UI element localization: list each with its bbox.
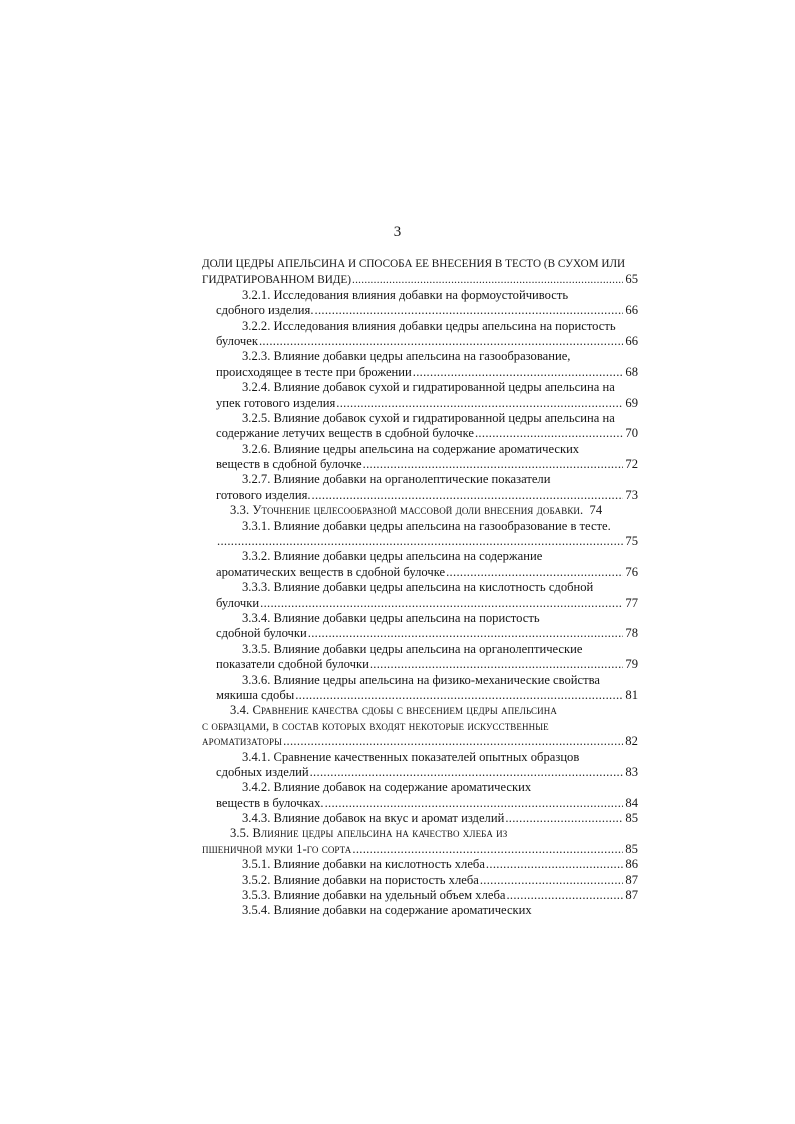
toc-entry-line [202, 411, 638, 426]
toc-entry-line [202, 472, 638, 487]
dot-leader [486, 857, 623, 872]
toc-entry-text: 3.2.6. Влияние цедры апельсина на содержание ароматических [242, 441, 580, 456]
toc-entry-line [202, 642, 638, 657]
dot-leader [260, 596, 623, 611]
toc-page-number: 66 [625, 333, 638, 348]
toc-page-number: 68 [625, 364, 638, 379]
toc-entry-line [202, 288, 638, 303]
dot-leader [336, 396, 623, 411]
dot-leader [446, 565, 623, 580]
dot-leader [370, 657, 623, 672]
dot-leader [352, 842, 623, 857]
toc-entry-line [202, 888, 638, 903]
toc-entry-line [202, 534, 638, 549]
toc-entry-text: 3.2.5. Влияние добавок сухой и гидратированной цедры апельсина на [242, 410, 615, 425]
toc-entry-line [202, 549, 638, 564]
toc-entry-line [202, 703, 638, 718]
toc-entry-text: сдобной булочки [216, 626, 307, 641]
toc-page-number: 83 [625, 764, 638, 779]
toc-entry-line [202, 596, 638, 611]
toc-entry-text: ДОЛИ ЦЕДРЫ АПЕЛЬСИНА И СПОСОБА ЕЕ ВНЕСЕНИЯ В ТЕСТО (В СУХОМ ИЛИ [202, 258, 626, 270]
dot-leader [308, 626, 623, 641]
toc-entry-text: 3.5. Влияние цедры апельсина на качество хлеба из [230, 826, 508, 841]
toc-entry-text: ароматизаторы [202, 734, 283, 749]
toc-entry-text: 3.5.4. Влияние добавки на содержание ароматических [242, 903, 532, 918]
toc-entry-line [202, 457, 638, 472]
toc-entry-text: с образцами, в состав которых входят некоторые искусственные [202, 718, 549, 733]
toc-page-number: 82 [625, 734, 638, 749]
toc-page-number: 84 [625, 795, 638, 810]
dot-leader [312, 488, 623, 503]
toc-entry-text: 3.2.7. Влияние добавки на органолептические показатели [242, 472, 551, 487]
toc-entry-text: 3.3.4. Влияние добавки цедры апельсина на пористость [242, 610, 540, 625]
toc-entry-line [202, 811, 638, 826]
toc-entry-line [202, 626, 638, 641]
dot-leader [413, 365, 623, 380]
page-number: 3 [393, 224, 402, 240]
dot-leader [310, 765, 623, 780]
toc-entry-line [202, 873, 638, 888]
toc-entry-line [202, 349, 638, 364]
toc-entry-line [202, 580, 638, 595]
toc-entry-text: 3.5.3. Влияние добавки на удельный объем хлеба [242, 888, 506, 903]
toc-entry-line [202, 380, 638, 395]
toc-entry-text: булочек [216, 333, 258, 348]
toc-entry-text: ароматических веществ в сдобной булочке [216, 564, 446, 579]
toc-entry-text: 3.4.2. Влияние добавок на содержание ароматических [242, 780, 532, 795]
dot-leader [505, 811, 623, 826]
toc-page-number: 69 [625, 395, 638, 410]
toc-entry-line [202, 796, 638, 811]
toc-entry-text: 3.3.2. Влияние добавки цедры апельсина на содержание [242, 549, 543, 564]
toc-entry-line [202, 426, 638, 441]
toc-entry-text: происходящее в тесте при брожении [216, 364, 412, 379]
toc-page-number: 87 [625, 888, 638, 903]
toc-entry-line [202, 272, 638, 287]
toc-entry-text: 3.4.1. Сравнение качественных показателей опытных образцов [242, 749, 580, 764]
dot-leader [283, 734, 623, 749]
dot-leader [325, 796, 623, 811]
toc-entry-text: упек готового изделия [216, 395, 336, 410]
toc-entry-text: булочки [216, 595, 260, 610]
toc-entry-text: веществ в булочках. [216, 795, 324, 810]
dot-leader [475, 426, 623, 441]
toc-entry-line [202, 334, 638, 349]
toc-entry-line [202, 734, 638, 749]
toc-entry-text: 3.5.1. Влияние добавки на кислотность хлеба [242, 857, 485, 872]
toc-page-number: 78 [625, 626, 638, 641]
toc-entry-line [202, 503, 638, 518]
toc-entry-line [202, 688, 638, 703]
toc-entry-text: 3.3.1. Влияние добавки цедры апельсина на газообразование в тесте. [242, 518, 611, 533]
toc-page-number: 76 [625, 564, 638, 579]
dot-leader [295, 688, 623, 703]
toc-entry-line [202, 657, 638, 672]
toc-entry-line [202, 442, 638, 457]
toc-page-number: 72 [625, 457, 638, 472]
toc-entry-text: 3.2.1. Исследования влияния добавки на формоустойчивость [242, 287, 569, 302]
dot-leader [352, 273, 623, 288]
toc-entry-text: 3.2.4. Влияние добавок сухой и гидратированной цедры апельсина на [242, 380, 615, 395]
toc-page-number: 86 [625, 857, 638, 872]
toc-entry-text: показатели сдобной булочки [216, 657, 369, 672]
toc-entry-text: 3.2.2. Исследования влияния добавки цедры апельсина на пористость [242, 318, 616, 333]
toc-entry-text: 3.3.6. Влияние цедры апельсина на физико-механические свойства [242, 672, 601, 687]
dot-leader [259, 334, 623, 349]
toc-entry-text: 3.5.2. Влияние добавки на пористость хлеба [242, 872, 479, 887]
toc-entry-line [202, 842, 638, 857]
toc-entry-line [202, 903, 638, 918]
toc-entry-line [202, 303, 638, 318]
toc-page-number: 85 [625, 811, 638, 826]
toc-entry-line [202, 319, 638, 334]
toc-page-number: 70 [625, 426, 638, 441]
toc-entry-text: 3.2.3. Влияние добавки цедры апельсина на газообразование, [242, 349, 571, 364]
dot-leader [217, 534, 623, 549]
toc-entry-text: содержание летучих веществ в сдобной булочке [216, 426, 474, 441]
toc-entry-line [202, 519, 638, 534]
toc-page-number: 73 [625, 487, 638, 502]
toc-page-number: 87 [625, 872, 638, 887]
toc-entry-line [202, 488, 638, 503]
toc-entry-text: сдобного изделия. [216, 303, 314, 318]
toc-entry-text: мякиша сдобы [216, 687, 295, 702]
toc-entry-line [202, 396, 638, 411]
toc-entry-line [202, 257, 638, 272]
toc-entry-line [202, 611, 638, 626]
toc-entry-text: 3.4.3. Влияние добавок на вкус и аромат изделий [242, 811, 505, 826]
dot-leader [363, 457, 623, 472]
dot-leader [315, 303, 624, 318]
toc-entry-line [202, 826, 638, 841]
toc-entry-line [202, 719, 638, 734]
toc-page-number: 75 [625, 534, 638, 549]
toc-entry-line [202, 780, 638, 795]
table-of-contents [202, 257, 638, 919]
toc-entry-line [202, 673, 638, 688]
toc-entry-line [202, 365, 638, 380]
toc-page-number: 77 [625, 595, 638, 610]
toc-entry-line [202, 565, 638, 580]
toc-page-number: 65 [625, 272, 638, 287]
toc-page-number: 79 [625, 657, 638, 672]
dot-leader [506, 888, 623, 903]
toc-page-number: 66 [625, 303, 638, 318]
toc-entry-text: веществ в сдобной булочке [216, 457, 362, 472]
toc-entry-text: 3.3.3. Влияние добавки цедры апельсина на кислотность сдобной [242, 580, 594, 595]
toc-entry-text: сдобных изделий [216, 764, 309, 779]
toc-entry-text: 3.3.5. Влияние добавки цедры апельсина на органолептические [242, 641, 583, 656]
toc-entry-text: пшеничной муки 1-го сорта [202, 841, 352, 856]
toc-entry-text: ГИДРАТИРОВАННОМ ВИДЕ) [202, 274, 351, 287]
dot-leader [480, 873, 623, 888]
toc-entry-line [202, 750, 638, 765]
toc-page-number: 85 [625, 841, 638, 856]
toc-page-number: 74 [589, 503, 603, 518]
toc-entry-text: готового изделия. [216, 487, 311, 502]
toc-page-number: 81 [625, 687, 638, 702]
toc-entry-text: 3.3. Уточнение целесообразной массовой доли внесения добавки. [230, 503, 584, 518]
toc-entry-line [202, 765, 638, 780]
toc-entry-line [202, 857, 638, 872]
toc-entry-text: 3.4. Сравнение качества сдобы с внесением цедры апельсина [230, 703, 557, 718]
